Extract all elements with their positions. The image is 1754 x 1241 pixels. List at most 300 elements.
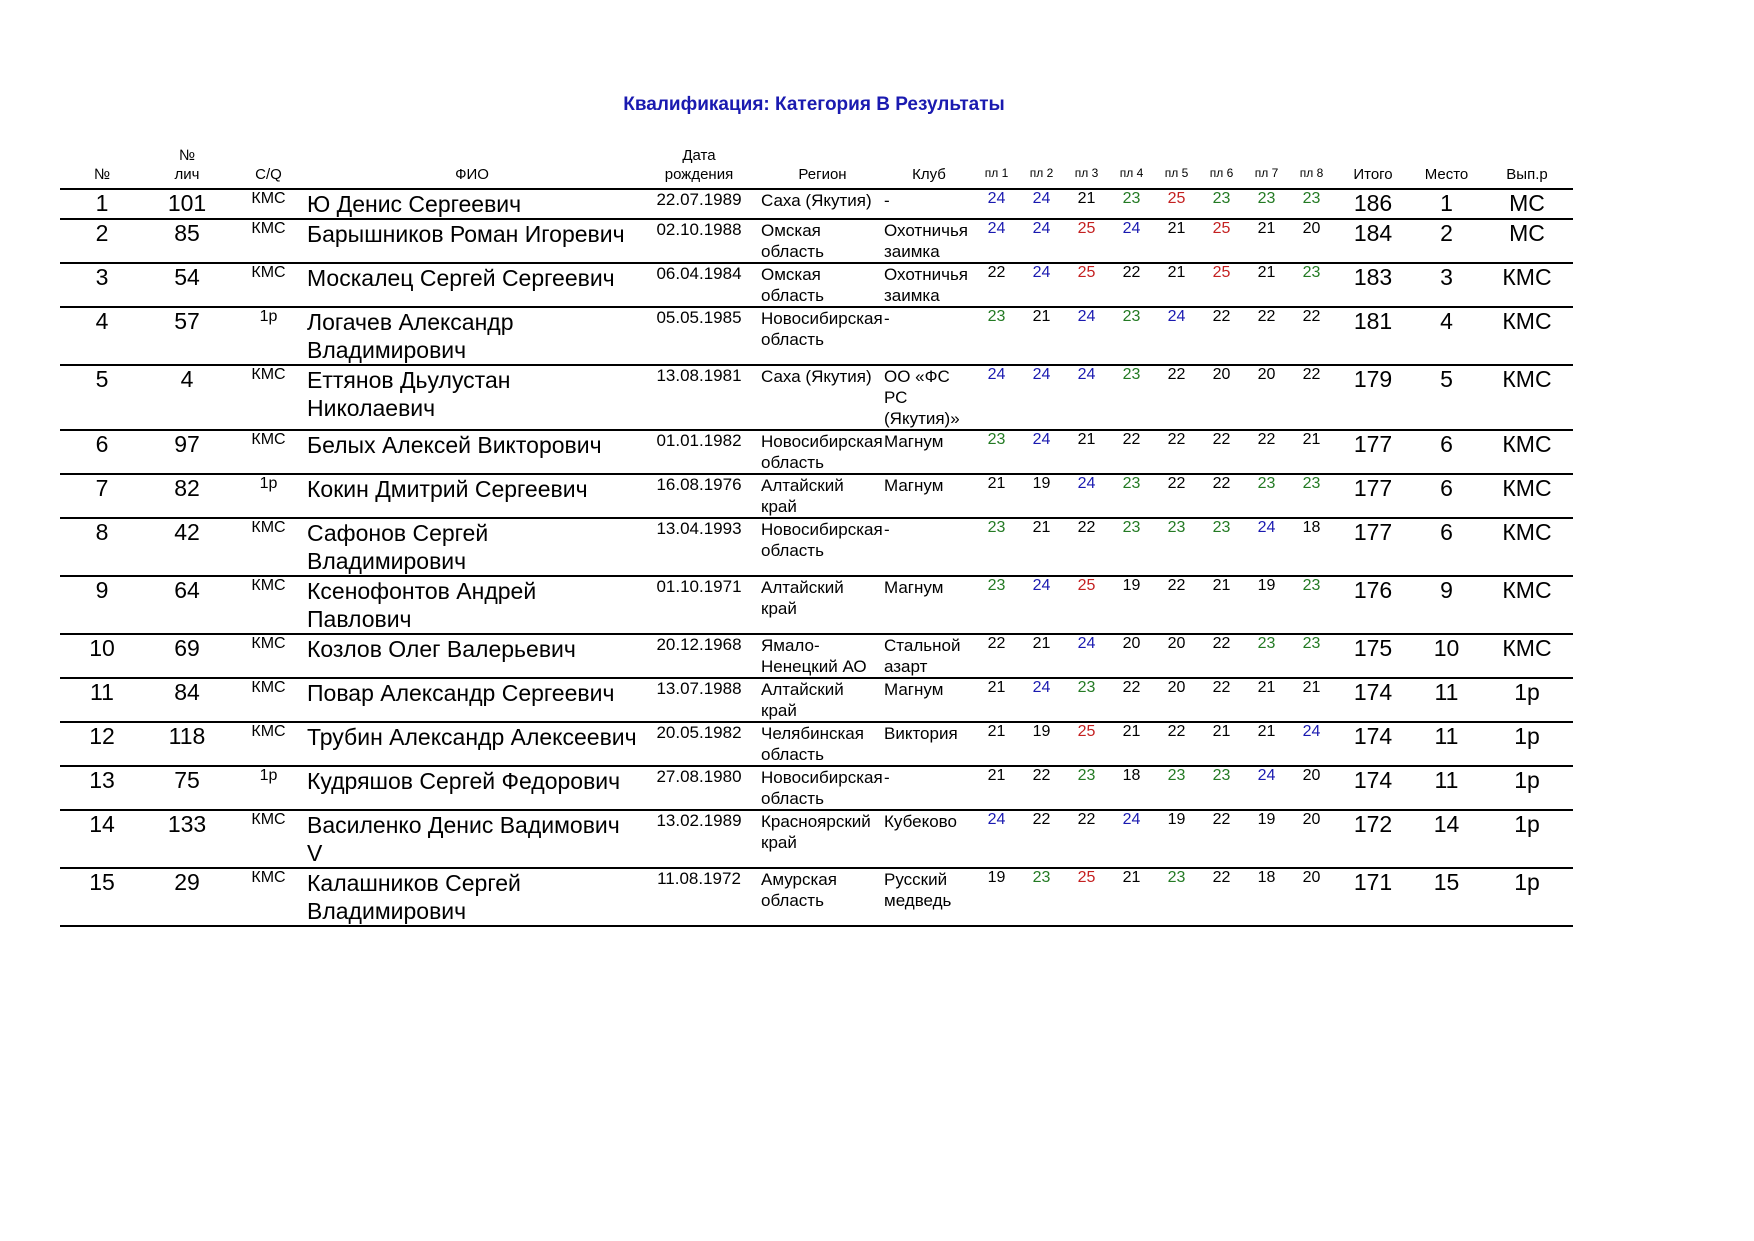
series-score: 22	[1244, 430, 1289, 474]
total-score: 177	[1334, 474, 1412, 518]
page-title: Квалификация: Категория В Результаты	[623, 94, 1005, 115]
series-score: 23	[1154, 766, 1199, 810]
place: 11	[1412, 766, 1481, 810]
table-row	[60, 868, 1573, 926]
series-score: 23	[1244, 634, 1289, 678]
col-shot-header: пл 4	[1109, 146, 1154, 189]
athlete-name: Козлов Олег Валерьевич	[307, 634, 637, 678]
series-score: 22	[1019, 766, 1064, 810]
row-number: 2	[60, 219, 144, 263]
series-score: 21	[1064, 189, 1109, 219]
series-score: 21	[1289, 678, 1334, 722]
region: Красноярский край	[761, 810, 884, 868]
total-score: 174	[1334, 678, 1412, 722]
athlete-name: Москалец Сергей Сергеевич	[307, 263, 637, 307]
rank-achieved: 1р	[1481, 678, 1573, 722]
series-score: 22	[1064, 518, 1109, 576]
header-row	[60, 146, 1573, 189]
rank-achieved: КМС	[1481, 307, 1573, 365]
series-score: 20	[1154, 678, 1199, 722]
series-score: 24	[1064, 634, 1109, 678]
series-score: 23	[1244, 189, 1289, 219]
col-lich-header: № лич	[144, 146, 230, 189]
series-score: 19	[1019, 474, 1064, 518]
place: 14	[1412, 810, 1481, 868]
athlete-name: Повар Александр Сергеевич	[307, 678, 637, 722]
series-score: 20	[1289, 868, 1334, 926]
qualification: 1р	[230, 766, 307, 810]
series-score: 21	[1289, 430, 1334, 474]
series-score: 24	[1019, 576, 1064, 634]
club: Магнум	[884, 430, 974, 474]
qualification: КМС	[230, 576, 307, 634]
region: Омская область	[761, 219, 884, 263]
total-score: 175	[1334, 634, 1412, 678]
region: Новосибирская область	[761, 768, 883, 808]
personal-number: 133	[144, 810, 230, 868]
series-score: 23	[1289, 634, 1334, 678]
club: Магнум	[884, 678, 974, 722]
series-score: 22	[1199, 430, 1244, 474]
personal-number: 97	[144, 430, 230, 474]
rank-achieved: КМС	[1481, 365, 1573, 430]
rank-achieved: КМС	[1481, 263, 1573, 307]
series-score: 22	[1154, 365, 1199, 430]
series-score: 24	[1019, 189, 1064, 219]
series-score: 21	[1019, 307, 1064, 365]
series-score: 23	[1289, 189, 1334, 219]
club: ОО «ФС РС (Якутия)»	[884, 365, 974, 430]
series-score: 24	[1064, 365, 1109, 430]
series-score: 22	[1244, 307, 1289, 365]
series-score: 25	[1154, 189, 1199, 219]
col-shot-header: пл 6	[1199, 146, 1244, 189]
row-number: 12	[60, 722, 144, 766]
qualification: КМС	[230, 365, 307, 430]
col-shot-header: пл 2	[1019, 146, 1064, 189]
series-score: 23	[974, 430, 1019, 474]
qualification: КМС	[230, 263, 307, 307]
series-score: 24	[1289, 722, 1334, 766]
personal-number: 84	[144, 678, 230, 722]
series-score: 19	[1244, 576, 1289, 634]
qualification: КМС	[230, 518, 307, 576]
birth-date: 13.04.1993	[637, 518, 761, 576]
series-score: 25	[1064, 263, 1109, 307]
col-fio-header: ФИО	[307, 146, 637, 189]
qualification: КМС	[230, 678, 307, 722]
qualification: КМС	[230, 868, 307, 926]
series-score: 23	[1154, 518, 1199, 576]
series-score: 21	[974, 722, 1019, 766]
region: Ямало-Ненецкий АО	[761, 634, 884, 678]
results-body	[60, 189, 1573, 926]
series-score: 24	[1019, 219, 1064, 263]
birth-date: 06.04.1984	[637, 263, 761, 307]
series-score: 20	[1289, 219, 1334, 263]
birth-date: 01.01.1982	[637, 430, 761, 474]
series-score: 21	[1199, 576, 1244, 634]
series-score: 24	[1109, 810, 1154, 868]
series-score: 22	[1019, 810, 1064, 868]
series-score: 24	[1244, 518, 1289, 576]
series-score: 20	[1109, 634, 1154, 678]
qualification: КМС	[230, 722, 307, 766]
series-score: 20	[1289, 810, 1334, 868]
birth-date: 02.10.1988	[637, 219, 761, 263]
series-score: 23	[1289, 263, 1334, 307]
col-shot-header: пл 7	[1244, 146, 1289, 189]
series-score: 23	[1199, 766, 1244, 810]
table-row	[60, 634, 1573, 678]
region: Новосибирская область	[761, 432, 883, 472]
series-score: 23	[974, 576, 1019, 634]
personal-number: 101	[144, 189, 230, 219]
table-row	[60, 263, 1573, 307]
place: 6	[1412, 518, 1481, 576]
qualification: 1р	[230, 307, 307, 365]
series-score: 22	[1109, 430, 1154, 474]
club: Стальной азарт	[884, 634, 974, 678]
series-score: 25	[1199, 263, 1244, 307]
series-score: 22	[1109, 678, 1154, 722]
qualification: КМС	[230, 634, 307, 678]
table-row	[60, 307, 1573, 365]
club: Охотничья заимка	[884, 219, 974, 263]
col-cq-header: C/Q	[230, 146, 307, 189]
rank-achieved: КМС	[1481, 430, 1573, 474]
row-number: 9	[60, 576, 144, 634]
row-number: 4	[60, 307, 144, 365]
place: 2	[1412, 219, 1481, 263]
club: -	[884, 766, 974, 810]
series-score: 23	[1109, 474, 1154, 518]
series-score: 22	[1154, 576, 1199, 634]
col-shot-header: пл 5	[1154, 146, 1199, 189]
total-score: 174	[1334, 722, 1412, 766]
series-score: 23	[1199, 189, 1244, 219]
series-score: 18	[1109, 766, 1154, 810]
series-score: 25	[1064, 219, 1109, 263]
total-score: 184	[1334, 219, 1412, 263]
rank-achieved: 1р	[1481, 766, 1573, 810]
series-score: 22	[1154, 474, 1199, 518]
col-shot-header: пл 1	[974, 146, 1019, 189]
series-score: 20	[1199, 365, 1244, 430]
row-number: 5	[60, 365, 144, 430]
place: 5	[1412, 365, 1481, 430]
series-score: 22	[1199, 868, 1244, 926]
series-score: 24	[1109, 219, 1154, 263]
series-score: 22	[1154, 722, 1199, 766]
qualification: КМС	[230, 430, 307, 474]
athlete-name: Калашников Сергей Владимирович	[307, 868, 637, 926]
series-score: 20	[1289, 766, 1334, 810]
club: Магнум	[884, 474, 974, 518]
rank-achieved: КМС	[1481, 576, 1573, 634]
region: Омская область	[761, 263, 884, 307]
row-number: 13	[60, 766, 144, 810]
series-score: 23	[1109, 518, 1154, 576]
region: Саха (Якутия)	[761, 365, 884, 430]
athlete-name: Кокин Дмитрий Сергеевич	[307, 474, 637, 518]
series-score: 24	[974, 189, 1019, 219]
series-score: 24	[974, 219, 1019, 263]
region: Алтайский край	[761, 474, 884, 518]
birth-date: 11.08.1972	[637, 868, 761, 926]
col-total-header: Итого	[1334, 146, 1412, 189]
series-score: 18	[1289, 518, 1334, 576]
series-score: 24	[1154, 307, 1199, 365]
club: -	[884, 518, 974, 576]
athlete-name: Кудряшов Сергей Федорович	[307, 766, 637, 810]
region: Алтайский край	[761, 678, 884, 722]
series-score: 19	[1019, 722, 1064, 766]
place: 10	[1412, 634, 1481, 678]
athlete-name: Василенко Денис Вадимович V	[307, 810, 637, 868]
series-score: 22	[1199, 474, 1244, 518]
series-score: 22	[1109, 263, 1154, 307]
series-score: 23	[1109, 307, 1154, 365]
place: 4	[1412, 307, 1481, 365]
table-row	[60, 678, 1573, 722]
series-score: 21	[1019, 634, 1064, 678]
series-score: 24	[1019, 263, 1064, 307]
series-score: 23	[1064, 678, 1109, 722]
qualification: КМС	[230, 219, 307, 263]
total-score: 172	[1334, 810, 1412, 868]
personal-number: 118	[144, 722, 230, 766]
table-row	[60, 430, 1573, 474]
club: Русский медведь	[884, 868, 974, 926]
series-score: 21	[1109, 868, 1154, 926]
athlete-name: Ксенофонтов Андрей Павлович	[307, 576, 637, 634]
region: Алтайский край	[761, 576, 884, 634]
series-score: 21	[974, 766, 1019, 810]
place: 9	[1412, 576, 1481, 634]
series-score: 22	[974, 263, 1019, 307]
rank-achieved: КМС	[1481, 474, 1573, 518]
total-score: 183	[1334, 263, 1412, 307]
place: 15	[1412, 868, 1481, 926]
series-score: 23	[1244, 474, 1289, 518]
row-number: 8	[60, 518, 144, 576]
birth-date: 22.07.1989	[637, 189, 761, 219]
table-row	[60, 189, 1573, 219]
series-score: 21	[1244, 722, 1289, 766]
birth-date: 20.05.1982	[637, 722, 761, 766]
series-score: 19	[1109, 576, 1154, 634]
club: Охотничья заимка	[884, 263, 974, 307]
series-score: 24	[1244, 766, 1289, 810]
series-score: 21	[974, 474, 1019, 518]
total-score: 186	[1334, 189, 1412, 219]
series-score: 22	[974, 634, 1019, 678]
col-shot-header: пл 8	[1289, 146, 1334, 189]
series-score: 20	[1244, 365, 1289, 430]
series-score: 21	[1064, 430, 1109, 474]
series-score: 21	[1154, 263, 1199, 307]
rank-achieved: КМС	[1481, 518, 1573, 576]
personal-number: 64	[144, 576, 230, 634]
personal-number: 29	[144, 868, 230, 926]
series-score: 22	[1064, 810, 1109, 868]
athlete-name: Барышников Роман Игоревич	[307, 219, 637, 263]
series-score: 19	[974, 868, 1019, 926]
series-score: 21	[1244, 263, 1289, 307]
series-score: 24	[1064, 307, 1109, 365]
series-score: 23	[1064, 766, 1109, 810]
place: 3	[1412, 263, 1481, 307]
series-score: 23	[1019, 868, 1064, 926]
table-row	[60, 219, 1573, 263]
birth-date: 05.05.1985	[637, 307, 761, 365]
personal-number: 82	[144, 474, 230, 518]
place: 11	[1412, 678, 1481, 722]
place: 1	[1412, 189, 1481, 219]
rank-achieved: КМС	[1481, 634, 1573, 678]
col-num-header: №	[60, 146, 144, 189]
personal-number: 57	[144, 307, 230, 365]
results-table	[60, 146, 1573, 927]
table-row	[60, 474, 1573, 518]
club: -	[884, 307, 974, 365]
table-row	[60, 576, 1573, 634]
series-score: 23	[1109, 365, 1154, 430]
series-score: 21	[1019, 518, 1064, 576]
birth-date: 13.02.1989	[637, 810, 761, 868]
series-score: 23	[974, 518, 1019, 576]
series-score: 22	[1154, 430, 1199, 474]
table-row	[60, 766, 1573, 810]
personal-number: 4	[144, 365, 230, 430]
personal-number: 69	[144, 634, 230, 678]
row-number: 1	[60, 189, 144, 219]
region: Новосибирская область	[761, 307, 884, 365]
series-score: 21	[1244, 678, 1289, 722]
series-score: 24	[1019, 430, 1064, 474]
series-score: 19	[1154, 810, 1199, 868]
series-score: 18	[1244, 868, 1289, 926]
series-score: 25	[1199, 219, 1244, 263]
col-region-header: Регион	[761, 146, 884, 189]
athlete-name: Белых Алексей Викторович	[307, 430, 637, 474]
col-rank-header: Вып.р	[1481, 146, 1573, 189]
table-row	[60, 722, 1573, 766]
series-score: 24	[974, 810, 1019, 868]
total-score: 181	[1334, 307, 1412, 365]
series-score: 22	[1289, 307, 1334, 365]
table-row	[60, 518, 1573, 576]
place: 6	[1412, 430, 1481, 474]
row-number: 10	[60, 634, 144, 678]
rank-achieved: 1р	[1481, 722, 1573, 766]
birth-date: 13.08.1981	[637, 365, 761, 430]
series-score: 25	[1064, 868, 1109, 926]
series-score: 22	[1199, 810, 1244, 868]
birth-date: 13.07.1988	[637, 678, 761, 722]
club: Виктория	[884, 722, 974, 766]
place: 6	[1412, 474, 1481, 518]
rank-achieved: 1р	[1481, 868, 1573, 926]
row-number: 6	[60, 430, 144, 474]
club: Магнум	[884, 576, 974, 634]
personal-number: 85	[144, 219, 230, 263]
athlete-name: Логачев Александр Владимирович	[307, 307, 637, 365]
qualification: 1р	[230, 474, 307, 518]
table-row	[60, 810, 1573, 868]
series-score: 22	[1289, 365, 1334, 430]
place: 11	[1412, 722, 1481, 766]
total-score: 179	[1334, 365, 1412, 430]
series-score: 25	[1064, 722, 1109, 766]
series-score: 21	[1109, 722, 1154, 766]
total-score: 174	[1334, 766, 1412, 810]
series-score: 23	[1154, 868, 1199, 926]
series-score: 23	[1289, 474, 1334, 518]
series-score: 22	[1199, 634, 1244, 678]
birth-date: 27.08.1980	[637, 766, 761, 810]
series-score: 24	[1064, 474, 1109, 518]
total-score: 171	[1334, 868, 1412, 926]
col-dob-header: Дата рождения	[637, 146, 761, 189]
series-score: 19	[1244, 810, 1289, 868]
total-score: 177	[1334, 430, 1412, 474]
series-score: 22	[1199, 678, 1244, 722]
series-score: 23	[974, 307, 1019, 365]
series-score: 22	[1199, 307, 1244, 365]
athlete-name: Сафонов Сергей Владимирович	[307, 518, 637, 576]
series-score: 24	[1019, 678, 1064, 722]
series-score: 21	[1244, 219, 1289, 263]
athlete-name: Трубин Александр Алексеевич	[307, 722, 637, 766]
personal-number: 42	[144, 518, 230, 576]
rank-achieved: 1р	[1481, 810, 1573, 868]
row-number: 14	[60, 810, 144, 868]
rank-achieved: МС	[1481, 189, 1573, 219]
series-score: 21	[974, 678, 1019, 722]
personal-number: 75	[144, 766, 230, 810]
series-score: 25	[1064, 576, 1109, 634]
row-number: 11	[60, 678, 144, 722]
series-score: 24	[974, 365, 1019, 430]
personal-number: 54	[144, 263, 230, 307]
series-score: 24	[1019, 365, 1064, 430]
row-number: 3	[60, 263, 144, 307]
birth-date: 01.10.1971	[637, 576, 761, 634]
col-shot-header: пл 3	[1064, 146, 1109, 189]
series-score: 21	[1199, 722, 1244, 766]
qualification: КМС	[230, 810, 307, 868]
birth-date: 16.08.1976	[637, 474, 761, 518]
region: Новосибирская область	[761, 518, 884, 576]
series-score: 23	[1109, 189, 1154, 219]
row-number: 15	[60, 868, 144, 926]
series-score: 20	[1154, 634, 1199, 678]
col-place-header: Место	[1412, 146, 1481, 189]
series-score: 21	[1154, 219, 1199, 263]
region: Амурская область	[761, 868, 884, 926]
total-score: 177	[1334, 518, 1412, 576]
club: Кубеково	[884, 810, 974, 868]
series-score: 23	[1199, 518, 1244, 576]
total-score: 176	[1334, 576, 1412, 634]
club: -	[884, 189, 974, 219]
region: Челябинская область	[761, 722, 884, 766]
qualification: КМС	[230, 189, 307, 219]
athlete-name: Еттянов Дьулустан Николаевич	[307, 365, 637, 430]
rank-achieved: МС	[1481, 219, 1573, 263]
